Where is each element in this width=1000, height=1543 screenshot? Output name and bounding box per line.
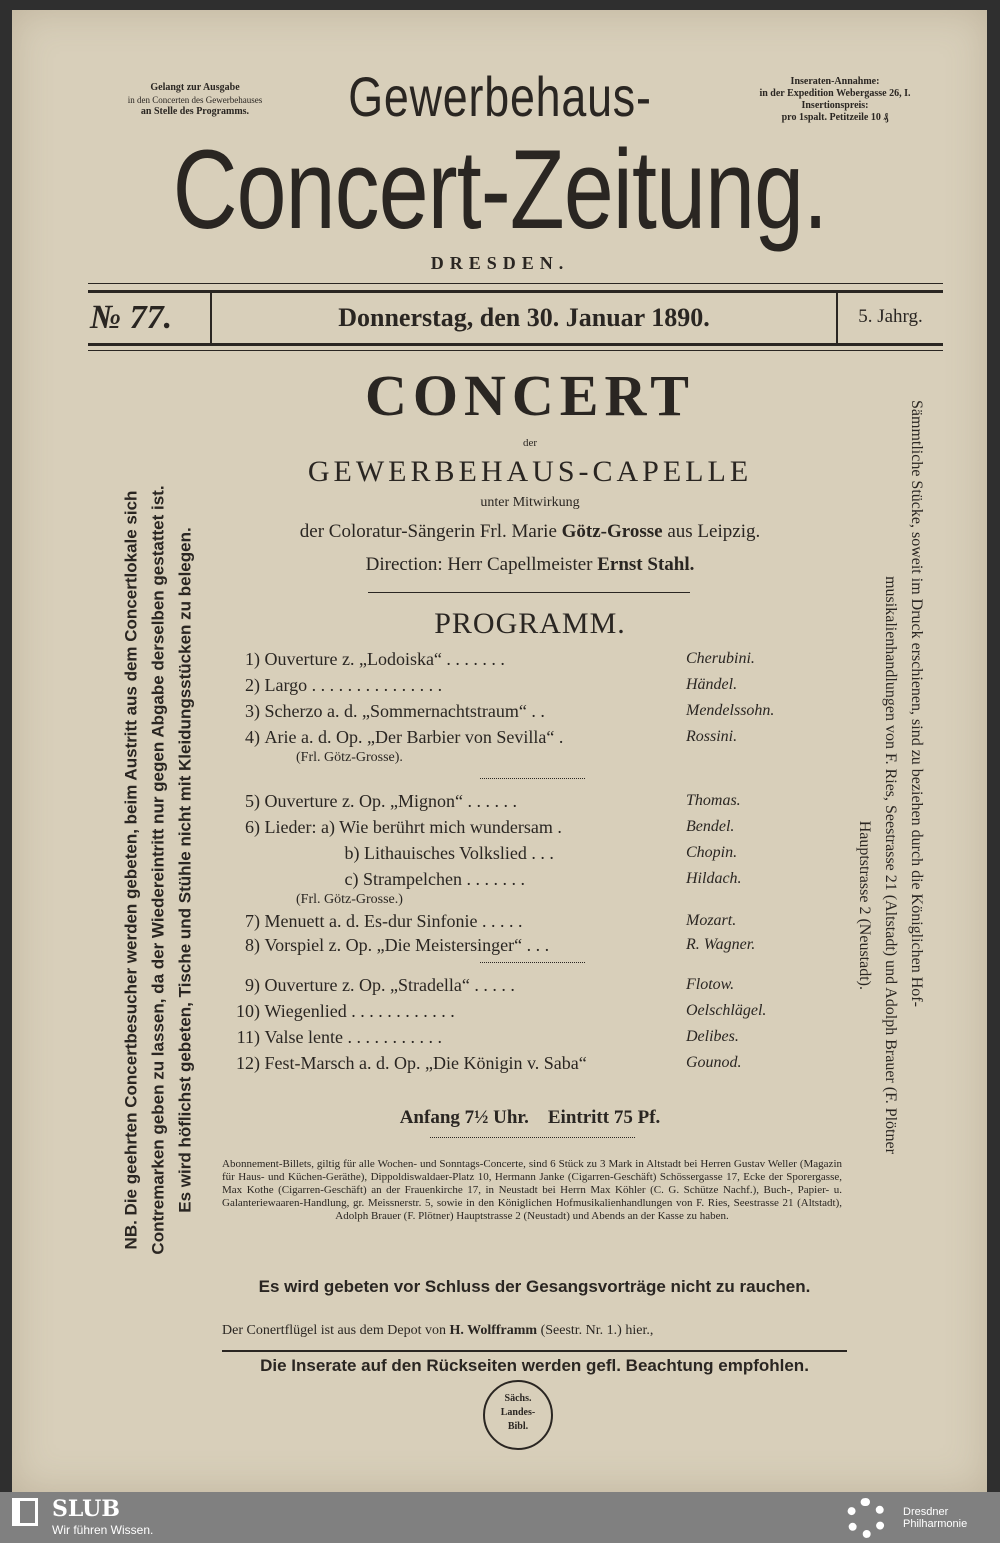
- inserate-notice: Die Inserate auf den Rückseiten werden gefl. Beachtung empfohlen.: [260, 1356, 809, 1375]
- masthead-line2: Concert-Zeitung.: [172, 127, 828, 252]
- text: Direction: Herr Capellmeister: [365, 554, 593, 575]
- direction-line: [215, 553, 845, 577]
- note-line: in den Concerten des Gewerbehauses: [127, 95, 263, 105]
- divider: [368, 592, 690, 593]
- issue-date: Donnerstag, den 30. Januar 1890.: [338, 303, 710, 332]
- side-line: Hauptstrasse 2 (Neustadt).: [856, 820, 873, 990]
- text: der Coloratur-Sängerin Frl. Marie: [299, 521, 557, 542]
- program-item: [228, 1026, 808, 1050]
- item-title: Lieder: a) Wie berührt mich wundersam .: [264, 817, 562, 837]
- item-title: Arie a. d. Op. „Der Barbier von Sevilla“ .: [264, 727, 564, 747]
- no-smoking-notice: Es wird gebeten vor Schluss der Gesangsvorträge nicht zu rauchen.: [258, 1277, 811, 1296]
- item-composer: Händel.: [686, 676, 738, 693]
- program-item: [228, 726, 808, 750]
- item-composer: Thomas.: [686, 792, 741, 809]
- start-time: Anfang 7½ Uhr.: [399, 1107, 529, 1128]
- side-line: musikalienhandlungen von F. Ries, Seestrasse 21 (Altstadt) und Adolph Brauer (F. Plötner: [882, 576, 899, 1154]
- item-number: 7): [245, 911, 260, 931]
- item-composer: Rossini.: [686, 728, 738, 745]
- side-line: Sämmtliche Stücke, soweit im Druck erschienen, sind zu beziehen durch die Königlichen Hof-: [908, 400, 925, 1007]
- item-number: 1): [245, 649, 260, 669]
- ornament-divider: [480, 962, 585, 966]
- left-side-notice: [118, 395, 199, 1345]
- program-item: [228, 790, 808, 814]
- item-title: Scherzo a. d. „Sommernachtstraum“ . .: [264, 701, 545, 721]
- ornament-divider: [480, 778, 585, 782]
- concert-mitwirkung: unter Mitwirkung: [480, 495, 580, 510]
- item-title: Ouverture z. Op. „Stradella“ . . . . .: [264, 975, 515, 995]
- text: Dresdner: [903, 1506, 949, 1518]
- orchestra-name: GEWERBEHAUS-CAPELLE: [307, 455, 753, 488]
- ornament-divider: [430, 1137, 635, 1141]
- side-line: Es wird höflichst gebeten, Tische und Stühle nicht mit Kleidungsstücken zu belegen.: [175, 527, 195, 1213]
- concert-heading: CONCERT: [365, 363, 695, 428]
- item-composer: Cherubini.: [686, 650, 755, 667]
- note-line: Inseraten-Annahme:: [790, 76, 880, 87]
- item-note: (Frl. Götz-Grosse.): [296, 892, 403, 907]
- note-line: Insertionspreis:: [801, 100, 869, 111]
- item-composer: Chopin.: [686, 844, 738, 861]
- singer-name: Götz-Grosse: [561, 521, 663, 542]
- item-composer: Mozart.: [686, 912, 737, 929]
- text: Philharmonie: [903, 1518, 968, 1530]
- divider: [88, 343, 943, 346]
- program-item: [228, 816, 808, 840]
- slub-name: SLUB: [52, 1496, 120, 1522]
- programm-heading: PROGRAMM.: [434, 607, 626, 640]
- item-number: 10): [236, 1001, 260, 1021]
- item-number: 8): [245, 935, 260, 955]
- program-item: [228, 910, 808, 934]
- partner-name: [903, 1506, 967, 1530]
- side-line: Contremarken geben zu lassen, da der Wiedereintritt nur gegen Abgabe derselben gestattet ist.: [148, 485, 168, 1255]
- item-title: Wiegenlied . . . . . . . . . . . .: [264, 1001, 455, 1021]
- note-line: in der Expedition Webergasse 26, I.: [759, 88, 911, 99]
- divider: [88, 283, 943, 284]
- library-stamp: Sächs. Landes-Bibl.: [483, 1380, 553, 1450]
- item-composer: Oelschlägel.: [686, 1002, 767, 1019]
- masthead-line1: Gewerbehaus-: [348, 65, 652, 128]
- program-item: [228, 700, 808, 724]
- piano-maker: H. Wolfframm: [449, 1323, 538, 1338]
- item-title: Valse lente . . . . . . . . . . .: [264, 1027, 442, 1047]
- item-composer: Flotow.: [686, 976, 735, 993]
- item-title: b) Lithauisches Volkslied . . .: [344, 843, 554, 863]
- item-title: Ouverture z. „Lodoiska“ . . . . . . .: [264, 649, 505, 669]
- item-number: 6): [245, 817, 260, 837]
- piano-notice: [222, 1322, 847, 1340]
- item-title: Vorspiel z. Op. „Die Meistersinger“ . . .: [264, 935, 550, 955]
- note-line: Gelangt zur Ausgabe: [150, 82, 240, 93]
- program-item: [228, 1000, 808, 1024]
- slub-logo-icon: [12, 1498, 38, 1526]
- item-composer: Bendel.: [686, 818, 735, 835]
- item-title: Menuett a. d. Es-dur Sinfonie . . . . .: [264, 911, 523, 931]
- program-item: [228, 674, 808, 698]
- item-composer: Delibes.: [686, 1028, 739, 1045]
- item-number: 11): [236, 1027, 260, 1047]
- text: (Seestr. Nr. 1.) hier.,: [540, 1323, 654, 1338]
- start-entry-line: [215, 1106, 845, 1130]
- item-number: 5): [245, 791, 260, 811]
- item-note: (Frl. Götz-Grosse).: [296, 750, 403, 765]
- item-composer: Hildach.: [686, 870, 742, 887]
- footer-bar: [0, 1492, 1000, 1543]
- text: aus Leipzig.: [667, 521, 761, 542]
- item-number: 2): [245, 675, 260, 695]
- issue-number: № 77.: [90, 299, 173, 336]
- program-item: [228, 934, 808, 958]
- item-composer: Mendelssohn.: [686, 702, 775, 719]
- item-composer: Gounod.: [686, 1054, 742, 1071]
- item-title: Fest-Marsch a. d. Op. „Die Königin v. Saba“: [264, 1053, 587, 1073]
- divider: [88, 350, 943, 351]
- text: Der Conertflügel ist aus dem Depot von: [222, 1323, 446, 1338]
- item-number: 4): [245, 727, 260, 747]
- note-line: an Stelle des Programms.: [140, 106, 250, 117]
- item-number: 3): [245, 701, 260, 721]
- program-item: [228, 868, 808, 892]
- side-line: NB. Die geehrten Concertbesucher werden gebeten, beim Austritt aus dem Concertlokale sich: [121, 490, 141, 1250]
- item-number: 9): [245, 975, 260, 995]
- divider: [222, 1350, 847, 1352]
- slub-slogan: Wir führen Wissen.: [52, 1523, 154, 1537]
- masthead-city: DRESDEN.: [430, 253, 570, 273]
- concert-der: der: [522, 437, 538, 449]
- item-number: 12): [236, 1053, 260, 1073]
- divider: [88, 290, 943, 293]
- program-item: [228, 1052, 808, 1076]
- note-line: pro 1spalt. Petitzeile 10 ₰: [781, 112, 889, 123]
- item-title: Largo . . . . . . . . . . . . . . .: [264, 675, 443, 695]
- admission-price: Eintritt 75 Pf.: [547, 1107, 661, 1128]
- item-title: Ouverture z. Op. „Mignon“ . . . . . .: [264, 791, 517, 811]
- right-side-notice: [851, 400, 929, 1330]
- philharmonie-logo-icon: [846, 1498, 886, 1538]
- program-item: [228, 648, 808, 672]
- program-item: [228, 842, 808, 866]
- item-title: c) Strampelchen . . . . . . .: [344, 869, 525, 889]
- program-item: [228, 974, 808, 998]
- singer-line: [215, 520, 845, 544]
- director-name: Ernst Stahl.: [597, 554, 695, 575]
- abonnement-text: Abonnement-Billets, giltig für alle Wochen- und Sonntags-Concerte, sind 6 Stück zu 3 Mark in Altstadt bei Herren Gustav Weller (Magazin für Haus- und Küchen-Geräthe), Dippoldiswaldaer-Platz 10, Hermann Janke (Cigarren-Geschäft) Schössergasse 17, Ecke der Sporergasse, Max Kothe (Cigarren-Geschäft) an der Frauenkirche 17, in Neustadt bei Herrn Max Köhler (C. G. Schütze Nachf.), Buch-, Papier- u. Galanteriewaaren-Handlung, gr. Meissnerstr. 5, sowie in den Königlichen Hofmusikalienhandlungen von F. Ries, Seestrasse 21 (Altstadt), Adolph Brauer (F. Plötner) Hauptstrasse 2 (Neustadt) und Abends an der Kasse zu haben.: [222, 1158, 842, 1222]
- volume: 5. Jahrg.: [858, 306, 923, 327]
- item-composer: R. Wagner.: [686, 936, 756, 953]
